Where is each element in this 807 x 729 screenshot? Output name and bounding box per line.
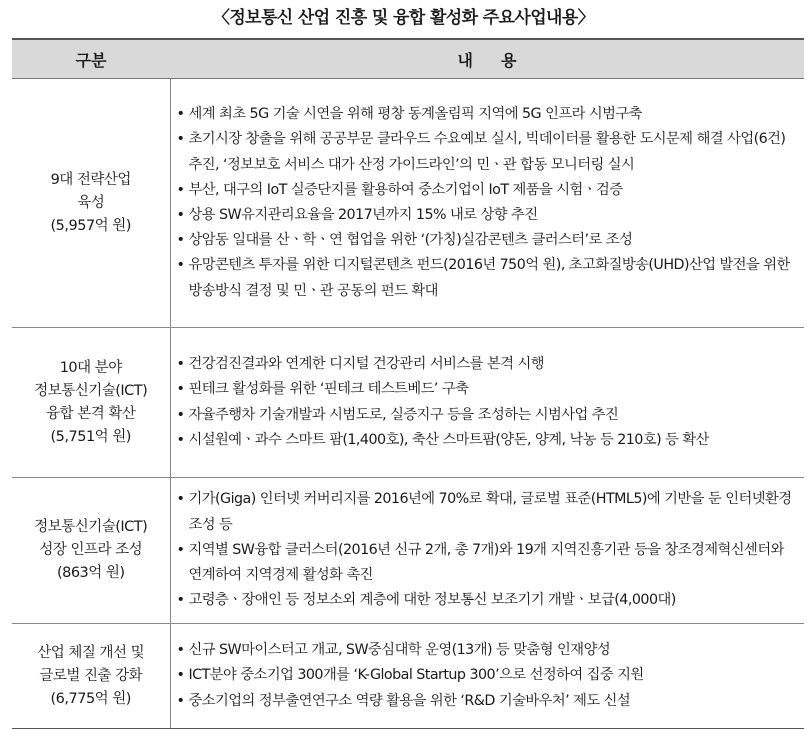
category-line: 정보통신기술(ICT) [34,519,148,535]
category-line: 산업 체질 개선 및 [37,644,145,661]
category-budget: (5,751억 원) [50,428,131,445]
category-line: 9대 전략산업 [50,171,131,188]
business-table [12,38,804,729]
category-line: 정보통신기술(ICT) [34,382,148,399]
category-cell [12,79,170,328]
header-category: 구분 [12,39,170,79]
content-cell [170,624,804,729]
list-item: • ICT분야 중소기업 300개를 ‘K-Global Startup 300’으로 선정하여 집중 지원 [175,663,799,688]
document-title: 〈정보통신 산업 진흥 및 융합 활성화 주요사업내용〉 [212,8,595,28]
table-row [12,624,804,729]
list-item: • 상용 SW유지관리요율을 2017년까지 15% 내로 상향 추진 [175,203,799,228]
content-cell [170,79,804,328]
content-cell [170,478,804,624]
table-header-row [12,39,804,79]
content-cell [170,328,804,478]
item-list [175,487,799,613]
list-item: • 신규 SW마이스터고 개교, SW중심대학 운영(13개) 등 맞춤형 인재양성 [175,638,799,663]
list-item: • 유망콘텐츠 투자를 위한 디지털콘텐츠 펀드(2016년 750억 원), 초고화질방송(UHD)산업 발전을 위한 방송방식 결정 및 민ㆍ관 공동의 펀드 확대 [175,253,799,303]
table-row [12,79,804,328]
list-item: • 세계 최초 5G 기술 시연을 위해 평창 동계올림픽 지역에 5G 인프라 시범구축 [175,102,799,127]
list-item: • 상암동 일대를 산ㆍ학ㆍ연 협업을 위한 ‘(가칭)실감콘텐츠 클러스터’로 조성 [175,228,799,253]
item-list [175,638,799,714]
category-line: 10대 분야 [59,359,122,376]
list-item: • 시설원예ㆍ과수 스마트 팜(1,400호), 축산 스마트팜(양돈, 양계, 낙농 등 210호) 등 확산 [175,428,799,453]
list-item: • 건강검진결과와 연계한 디지털 건강관리 서비스를 본격 시행 [175,352,799,377]
category-cell [12,624,170,729]
list-item: • 지역별 SW융합 클러스터(2016년 신규 2개, 총 7개)와 19개 지역진흥기관 등을 창조경제혁신센터와 연계하여 지역경제 활성화 촉진 [175,538,799,588]
list-item: • 중소기업의 정부출연연구소 역량 활용을 위한 ‘R&D 기술바우처’ 제도 신설 [175,689,799,714]
category-budget: (6,775억 원) [50,690,131,707]
category-cell [12,328,170,478]
category-budget: (863억 원) [56,565,125,581]
category-budget: (5,957억 원) [50,217,131,234]
category-line: 융합 본격 확산 [46,405,136,422]
category-line: 육성 [77,194,105,211]
item-list [175,352,799,453]
list-item: • 핀테크 활성화를 위한 ‘핀테크 테스트베드’ 구축 [175,377,799,402]
list-item: • 초기시장 창출을 위해 공공부문 클라우드 수요예보 실시, 빅데이터를 활용한 도시문제 해결 사업(6건) 추진, ‘정보보호 서비스 대가 산정 가이드라인’의 민ㆍ관 합동 모니터링 실시 [175,127,799,177]
category-line: 성장 인프라 조성 [39,542,143,558]
category-cell [12,478,170,624]
list-item: • 고령층ㆍ장애인 등 정보소외 계층에 대한 정보통신 보조기기 개발ㆍ보급(4,000대) [175,588,799,613]
list-item: • 기가(Giga) 인터넷 커버리지를 2016년에 70%로 확대, 글로벌 표준(HTML5)에 기반을 둔 인터넷환경 조성 등 [175,487,799,537]
item-list [175,102,799,304]
table-row [12,478,804,624]
table-row [12,328,804,478]
list-item: • 자율주행차 기술개발과 시범도로, 실증지구 등을 조성하는 시범사업 추진 [175,403,799,428]
list-item: • 부산, 대구의 IoT 실증단지를 활용하여 중소기업이 IoT 제품을 시험ㆍ검증 [175,178,799,203]
header-content: 내용 [170,39,804,79]
category-line: 글로벌 진출 강화 [39,667,143,684]
